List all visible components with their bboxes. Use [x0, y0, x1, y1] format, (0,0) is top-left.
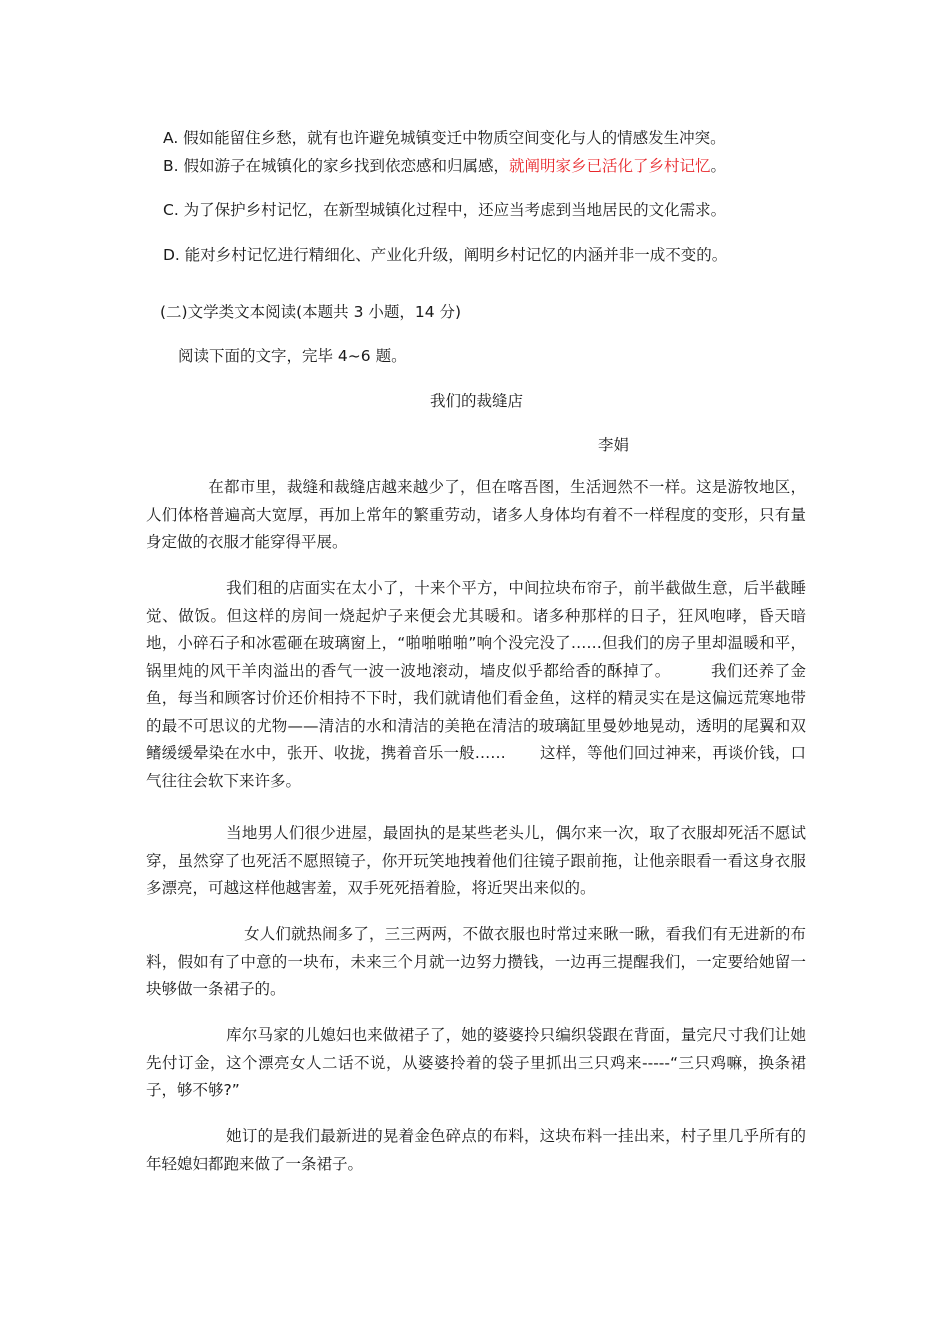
paragraph-3: 当地男人们很少进屋，最固执的是某些老头儿，偶尔来一次，取了衣服却死活不愿试穿，虽然穿了也死活不愿照镜子，你开玩笑地拽着他们往镜子跟前拖，让他亲眼看一看这身衣服多漂亮，可越这样他越害羞，双手死死捂着脸，将近哭出来似的。 — [146, 824, 806, 897]
article-title: 我们的裁缝店 — [430, 392, 524, 410]
option-d: D. 能对乡村记忆进行精细化、产业化升级，阐明乡村记忆的内涵并非一成不变的。 — [163, 246, 728, 264]
paragraph-1: 在都市里，裁缝和裁缝店越来越少了，但在喀吾图，生活迥然不一样。这是游牧地区，人们体格普遍高大宽厚，再加上常年的繁重劳动，诸多人身体均有着不一样程度的变形，只有量身定做的衣服才能穿得平展。 — [146, 478, 806, 551]
option-b-end: 。 — [710, 157, 727, 175]
paragraph-4: 女人们就热闹多了，三三两两，不做衣服也时常过来瞅一瞅，看我们有无进新的布料，假如有了中意的一块布，未来三个月就一边努力攒钱，一边再三提醒我们，一定要给她留一块够做一条裙子的。 — [146, 925, 806, 998]
option-c: C. 为了保护乡村记忆，在新型城镇化过程中，还应当考虑到当地居民的文化需求。 — [163, 201, 727, 219]
option-a: A. 假如能留住乡愁，就有也许避免城镇变迁中物质空间变化与人的情感发生冲突。 — [163, 129, 726, 147]
paragraph-5: 库尔马家的儿媳妇也来做裙子了，她的婆婆拎只编织袋跟在背面，量完尺寸我们让她先付订金，这个漂亮女人二话不说，从婆婆拎着的袋子里抓出三只鸡来-----“三只鸡嘛，换条裙子，够不够?” — [146, 1026, 806, 1099]
instruction: 阅读下面的文字，完毕 4~6 题。 — [178, 347, 407, 365]
option-b — [163, 156, 726, 176]
section-header: (二)文学类文本阅读(本题共 3 小题，14 分) — [160, 303, 462, 321]
option-b-highlight: 就阐明家乡已活化了乡村记忆 — [509, 157, 711, 175]
article-author: 李娟 — [598, 436, 630, 454]
paragraph-6: 她订的是我们最新进的晃着金色碎点的布料，这块布料一挂出来，村子里几乎所有的年轻媳妇都跑来做了一条裙子。 — [146, 1127, 806, 1173]
option-b-text: B. 假如游子在城镇化的家乡找到依恋感和归属感， — [163, 157, 509, 175]
paragraph-2: 我们租的店面实在太小了，十来个平方，中间拉块布帘子，前半截做生意，后半截睡觉、做饭。但这样的房间一烧起炉子来便会尤其暖和。诸多种那样的日子，狂风咆哮，昏天暗地，小碎石子和冰雹砸在玻璃窗上，“啪啪啪啪”响个没完没了……但我们的房子里却温暖和平，锅里炖的风干羊肉溢出的香气一波一波地滚动，墙皮似乎都给香的酥掉了。 我们还养了金鱼，每当和顾客讨价还价相持不下时，我们就请他们看金鱼，这样的精灵实在是这偏远荒寒地带的最不可思议的尤物——清洁的水和清洁的美艳在清洁的玻璃缸里曼妙地晃动，透明的尾翼和双鳍缓缓晕染在水中，张开、收拢，携着音乐一般…… 这样，等他们回过神来，再谈价钱，口气往往会软下来许多。 — [146, 579, 806, 790]
